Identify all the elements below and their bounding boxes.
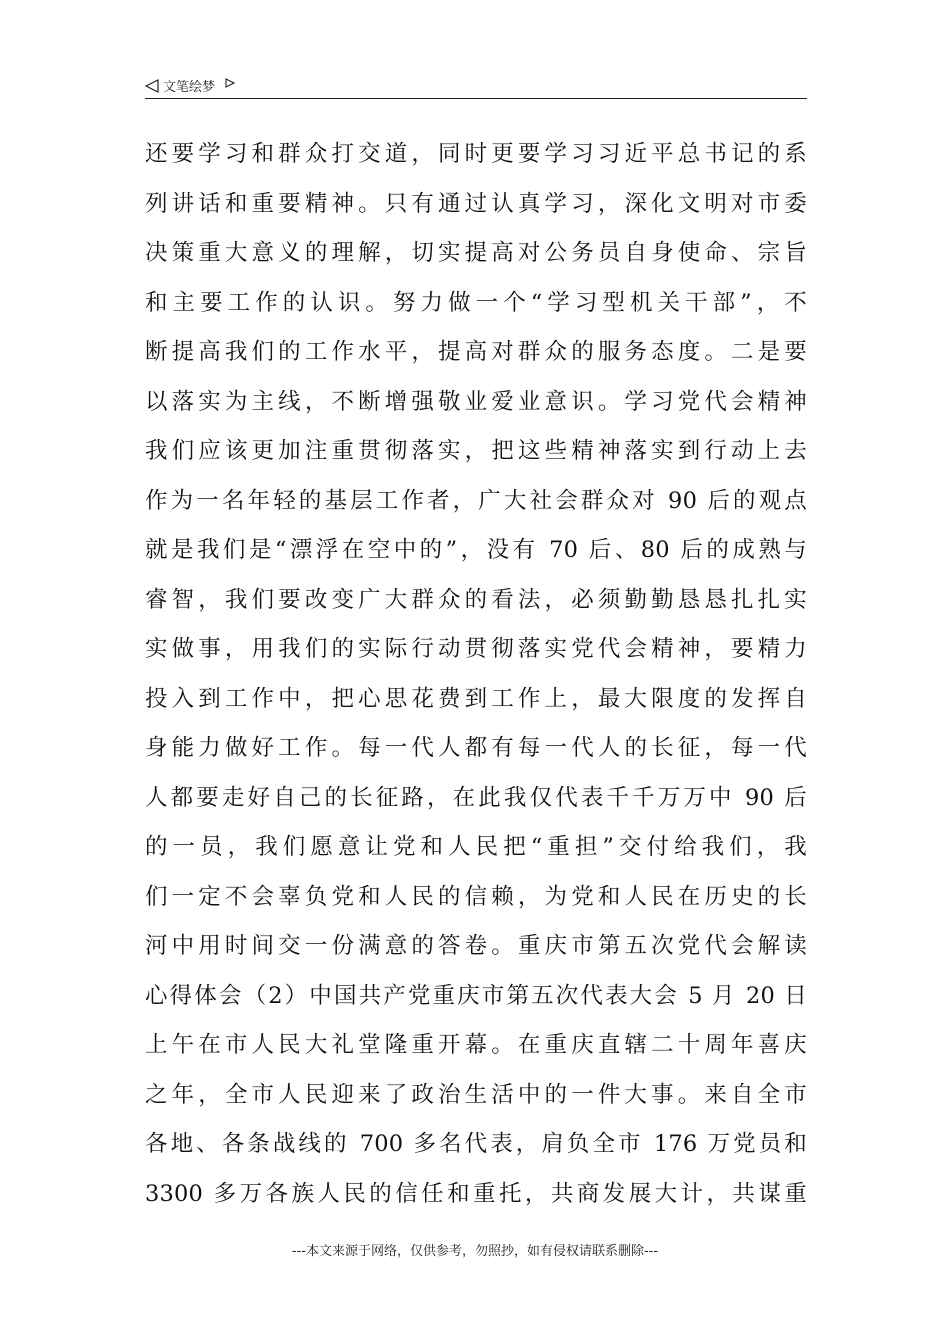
body-line: 就是我们是“漂浮在空中的”，没有 70 后、80 后的成熟与	[145, 537, 807, 563]
triangle-right-icon	[225, 78, 235, 88]
body-line: 断提高我们的工作水平，提高对群众的服务态度。二是要	[145, 339, 807, 365]
body-line: 我们应该更加注重贯彻落实，把这些精神落实到行动上去	[145, 438, 807, 464]
triangle-left-icon	[145, 79, 159, 93]
body-line: 3300 多万各族人民的信任和重托，共商发展大计，共谋重	[145, 1180, 807, 1207]
body-line: 以落实为主线，不断增强敬业爱业意识。学习党代会精神	[145, 388, 807, 415]
body-line: 作为一名年轻的基层工作者，广大社会群众对 90 后的观点	[145, 487, 807, 514]
body-line: 和主要工作的认识。努力做一个“学习型机关干部”，不	[145, 289, 807, 316]
header-brand-text: 文笔绘梦	[163, 80, 216, 95]
body-line: 决策重大意义的理解，切实提高对公务员自身使命、宗旨	[145, 240, 807, 266]
body-line: 睿智，我们要改变广大群众的看法，必须勤勤恳恳扎扎实	[145, 586, 807, 613]
body-line: 还要学习和群众打交道，同时更要学习习近平总书记的系	[145, 141, 807, 167]
body-line: 们一定不会辜负党和人民的信赖，为党和人民在历史的长	[145, 883, 807, 910]
body-line: 河中用时间交一份满意的答卷。重庆市第五次党代会解读	[145, 933, 807, 959]
footer-notice: ---本文来源于网络，仅供参考，勿照抄，如有侵权请联系删除---	[291, 1244, 659, 1259]
body-line: 上午在市人民大礼堂隆重开幕。在重庆直辖二十周年喜庆	[145, 1032, 807, 1058]
body-line: 心得体会（2）中国共产党重庆市第五次代表大会 5 月 20 日	[145, 982, 807, 1009]
body-line: 各地、各条战线的 700 多名代表，肩负全市 176 万党员和	[145, 1131, 807, 1157]
body-line: 身能力做好工作。每一代人都有每一代人的长征，每一代	[145, 735, 807, 761]
body-line: 的一员，我们愿意让党和人民把“重担”交付给我们，我	[145, 834, 807, 860]
document-body	[145, 130, 807, 1219]
header-brand	[145, 76, 235, 95]
body-line: 投入到工作中，把心思花费到工作上，最大限度的发挥自	[145, 685, 807, 712]
body-line: 人都要走好自己的长征路，在此我仅代表千千万万中 90 后	[145, 784, 807, 811]
body-line: 之年，全市人民迎来了政治生活中的一件大事。来自全市	[145, 1081, 807, 1108]
body-line: 列讲话和重要精神。只有通过认真学习，深化文明对市委	[145, 190, 807, 217]
page-header	[145, 72, 807, 99]
body-line: 实做事，用我们的实际行动贯彻落实党代会精神，要精力	[145, 636, 807, 662]
